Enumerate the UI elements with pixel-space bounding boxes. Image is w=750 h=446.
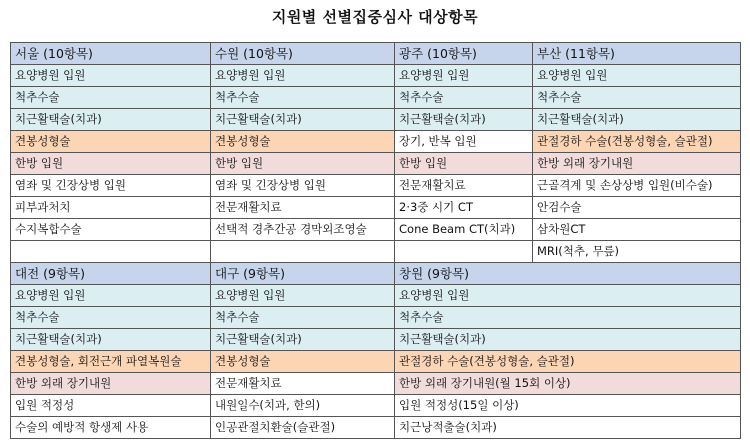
table-cell: 치근활택술(치과) <box>533 109 741 131</box>
table-cell <box>395 241 533 263</box>
table-cell: 치근낭적출술(치과) <box>395 417 741 439</box>
table-row <box>11 219 741 241</box>
table-cell: 요양병원 입원 <box>11 285 211 307</box>
table-cell: 요양병원 입원 <box>533 65 741 87</box>
table-cell: 치근활택술(치과) <box>11 329 211 351</box>
table-row <box>11 153 741 175</box>
table-cell: 척추수술 <box>533 87 741 109</box>
table-row <box>11 417 741 439</box>
table-cell: 삼차원CT <box>533 219 741 241</box>
table-row <box>11 87 741 109</box>
table-cell: 요양병원 입원 <box>211 285 395 307</box>
table-cell: 피부과처치 <box>11 197 211 219</box>
table-cell: 한방 외래 장기내원(월 15회 이상) <box>395 373 741 395</box>
bottom-header-row <box>11 263 741 285</box>
table-row <box>11 109 741 131</box>
table-cell: 전문재활치료 <box>211 373 395 395</box>
table-cell: 한방 입원 <box>395 153 533 175</box>
header-changwon: 창원 (9항목) <box>395 263 741 285</box>
header-busan: 부산 (11항목) <box>533 43 741 65</box>
table-cell: 장기, 반복 입원 <box>395 131 533 153</box>
table-cell: 한방 외래 장기내원 <box>11 373 211 395</box>
table-row <box>11 329 741 351</box>
table-cell: 한방 외래 장기내원 <box>533 153 741 175</box>
table-row <box>11 175 741 197</box>
table-row <box>11 65 741 87</box>
table-row <box>11 351 741 373</box>
table-row <box>11 241 741 263</box>
table-cell: 치근활택술(치과) <box>211 109 395 131</box>
table-cell: 척추수술 <box>211 87 395 109</box>
table-cell: 요양병원 입원 <box>395 65 533 87</box>
table-cell: 견봉성형술 <box>211 131 395 153</box>
top-header-row <box>11 43 741 65</box>
table-cell: 치근활택술(치과) <box>395 329 741 351</box>
table-cell: 선택적 경추간공 경막외조영술 <box>211 219 395 241</box>
table-cell: 근골격계 및 손상상병 입원(비수술) <box>533 175 741 197</box>
table-cell: 요양병원 입원 <box>395 285 741 307</box>
page-title: 지원별 선별집중심사 대상항목 <box>271 8 479 26</box>
table-cell <box>211 241 395 263</box>
table-cell: 전문재활치료 <box>211 197 395 219</box>
header-seoul: 서울 (10항목) <box>11 43 211 65</box>
table-cell: 척추수술 <box>211 307 395 329</box>
table-row <box>11 307 741 329</box>
table-cell: Cone Beam CT(치과) <box>395 219 533 241</box>
table-cell: 한방 입원 <box>11 153 211 175</box>
table-cell: MRI(척추, 무릎) <box>533 241 741 263</box>
table-cell: 인공관절치환술(슬관절) <box>211 417 395 439</box>
table-row <box>11 395 741 417</box>
table-cell: 척추수술 <box>395 307 741 329</box>
table-cell: 2·3중 시기 CT <box>395 197 533 219</box>
header-gwangju: 광주 (10항목) <box>395 43 533 65</box>
table-cell: 치근활택술(치과) <box>395 109 533 131</box>
table-cell: 요양병원 입원 <box>11 65 211 87</box>
header-suwon: 수원 (10항목) <box>211 43 395 65</box>
table-cell <box>11 241 211 263</box>
table-cell: 척추수술 <box>395 87 533 109</box>
table-cell: 수지복합수술 <box>11 219 211 241</box>
table-cell: 내원일수(치과, 한의) <box>211 395 395 417</box>
table-cell: 요양병원 입원 <box>211 65 395 87</box>
header-daegu: 대구 (9항목) <box>211 263 395 285</box>
table-cell: 척추수술 <box>11 87 211 109</box>
header-daejeon: 대전 (9항목) <box>11 263 211 285</box>
table-cell: 치근활택술(치과) <box>211 329 395 351</box>
table-cell: 척추수술 <box>11 307 211 329</box>
table-cell: 입원 적정성(15일 이상) <box>395 395 741 417</box>
table-cell: 견봉성형술 <box>11 131 211 153</box>
table-cell: 견봉성형술, 회전근개 파열복원술 <box>11 351 211 373</box>
table-cell: 치근활택술(치과) <box>11 109 211 131</box>
table-cell: 관절경하 수술(견봉성형술, 슬관절) <box>533 131 741 153</box>
table-cell: 한방 입원 <box>211 153 395 175</box>
table-cell: 입원 적정성 <box>11 395 211 417</box>
table-cell: 관절경하 수술(견봉성형술, 슬관절) <box>395 351 741 373</box>
screening-table <box>10 42 741 439</box>
table-cell: 전문재활치료 <box>395 175 533 197</box>
table-cell: 안검수술 <box>533 197 741 219</box>
table-cell: 견봉성형술 <box>211 351 395 373</box>
table-cell: 염좌 및 긴장상병 입원 <box>211 175 395 197</box>
table-row <box>11 197 741 219</box>
table-cell: 수술의 예방적 항생제 사용 <box>11 417 211 439</box>
table-row <box>11 285 741 307</box>
table-cell: 염좌 및 긴장상병 입원 <box>11 175 211 197</box>
table-row <box>11 373 741 395</box>
table-row <box>11 131 741 153</box>
